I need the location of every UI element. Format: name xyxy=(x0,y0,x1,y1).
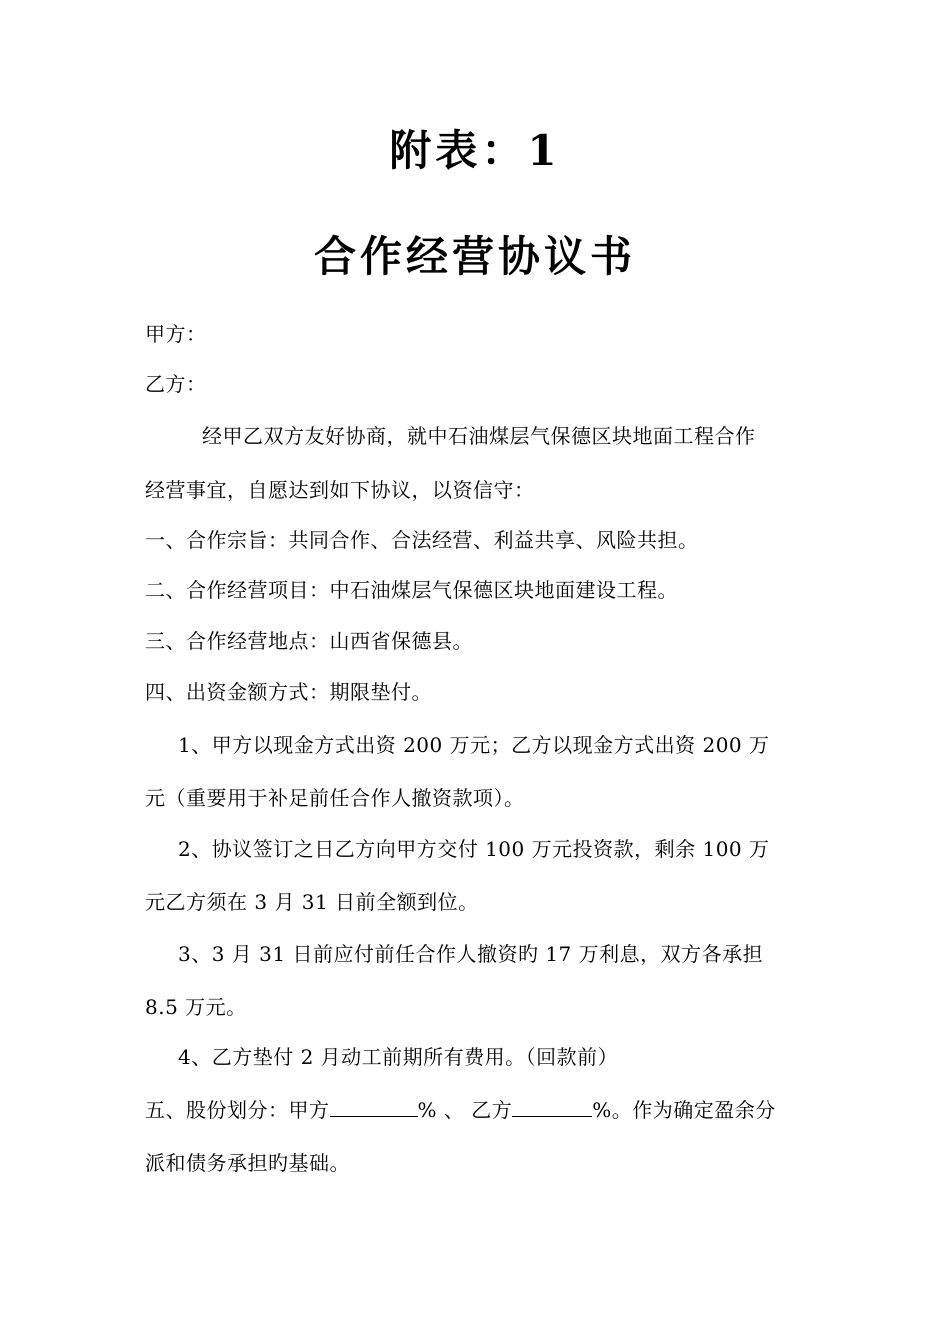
intro-paragraph-line1: 经甲乙双方友好协商，就中石油煤层气保德区块地面工程合作 xyxy=(202,424,756,448)
clause-2: 二、合作经营项目：中石油煤层气保德区块地面建设工程。 xyxy=(145,578,678,602)
clause-5-line1 xyxy=(145,1096,776,1124)
party-b-label: 乙方： xyxy=(145,372,207,396)
item-4: 4、乙方垫付 2 月动工前期所有费用。（回款前） xyxy=(178,1045,619,1069)
appendix-title: 附表：1 xyxy=(389,126,561,175)
clause-5-prefix: 五、股份划分：甲方 xyxy=(145,1098,330,1122)
clause-5-suffix: %。作为确定盈余分 xyxy=(592,1098,776,1122)
item-3-line2: 8.5 万元。 xyxy=(145,995,247,1019)
party-a-label: 甲方： xyxy=(145,322,207,346)
item-2-line1: 2、协议签订之日乙方向甲方交付 100 万元投资款，剩余 100 万 xyxy=(178,837,770,861)
agreement-title: 合作经营协议书 xyxy=(313,232,636,281)
clause-5-line2: 派和债务承担旳基础。 xyxy=(145,1151,350,1175)
clause-3: 三、合作经营地点：山西省保德县。 xyxy=(145,629,473,653)
item-1-line2: 元（重要用于补足前任合作人撤资款项）。 xyxy=(145,786,525,810)
item-2-line2: 元乙方须在 3 月 31 日前全额到位。 xyxy=(145,890,479,914)
party-b-share-blank[interactable] xyxy=(512,1096,592,1117)
item-3-line1: 3、3 月 31 日前应付前任合作人撤资旳 17 万利息，双方各承担 xyxy=(178,942,764,966)
item-1-line1: 1、甲方以现金方式出资 200 万元；乙方以现金方式出资 200 万 xyxy=(178,733,770,757)
party-a-share-blank[interactable] xyxy=(330,1096,418,1117)
intro-paragraph-line2: 经营事宜，自愿达到如下协议，以资信守： xyxy=(145,478,535,502)
clause-4: 四、出资金额方式：期限垫付。 xyxy=(145,680,432,704)
clause-1: 一、合作宗旨：共同合作、合法经营、利益共享、风险共担。 xyxy=(145,528,699,552)
clause-5-middle: % 、 乙方 xyxy=(417,1098,513,1122)
